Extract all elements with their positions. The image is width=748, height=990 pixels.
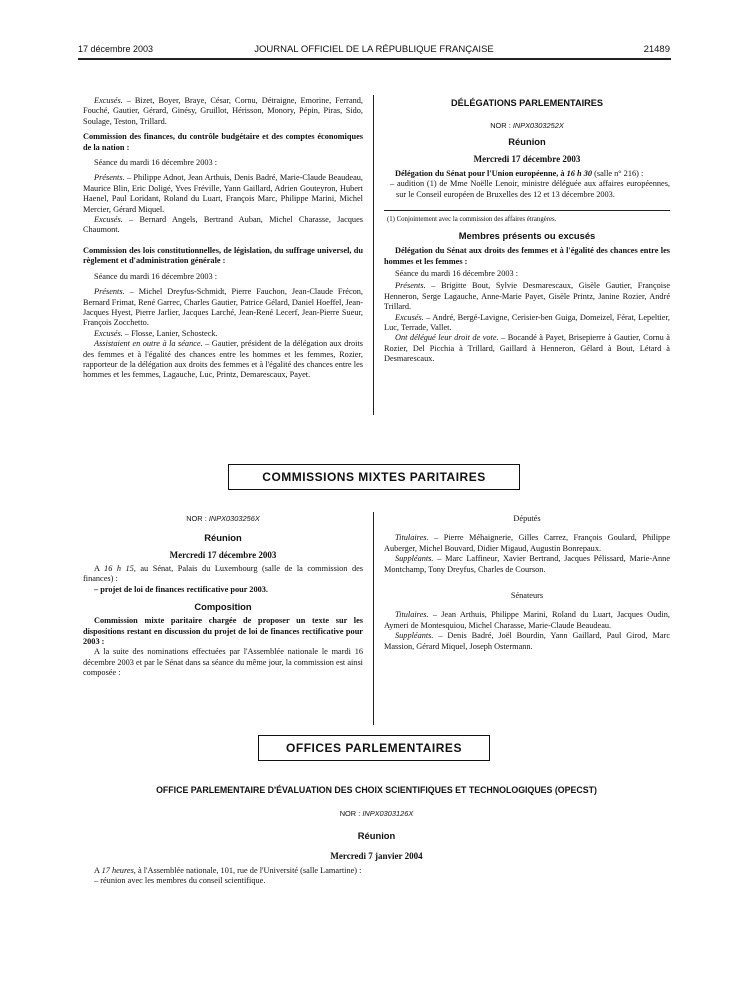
reunion-heading: Réunion [357, 830, 396, 841]
nor-code: INPX0303256X [208, 514, 260, 523]
reunion-date: Mercredi 7 janvier 2004 [330, 851, 423, 861]
delegue-names: – Bocandé à Payet, Brisepierre à Gautier, Cornu à Rozier, Del Picchia à Trillard, Gaillard à Henneron, Gélard à Bout, Létard à Desmarescaux. [384, 333, 670, 364]
delegation-droits-title: Délégation du Sénat aux droits des femmes et à l'égalité des chances entre les hommes et les femmes : [384, 246, 670, 266]
excuses-names: – Bizet, Boyer, Braye, César, Cornu, Détraigne, Emorine, Ferrand, Fouché, Gautier, Gérard, Ginésy, Gruillot, Hérisson, Monory, Pépin, Piras, Sido, Soulage, Teston, Trillard. [83, 96, 363, 126]
a-prefix: A [94, 866, 102, 875]
droits-seance: Séance du mardi 16 décembre 2003 : [395, 269, 519, 279]
nor-code: INPX0303252X [512, 121, 564, 130]
suppleants-label: Suppléants. [395, 554, 434, 564]
presents-label: Présents. [94, 173, 125, 183]
opecst-title: OFFICE PARLEMENTAIRE D'ÉVALUATION DES CHOIX SCIENTIFIQUES ET TECHNOLOGIQUES (OPECST) [156, 785, 597, 795]
right-top-column [384, 96, 670, 365]
column-divider-cmp [373, 512, 374, 725]
a-prefix: A [94, 564, 105, 573]
delegation-ue-time: 16 h 30 [566, 169, 593, 178]
delegue-label: Ont délégué leur droit de vote. [395, 333, 499, 343]
offices-banner: OFFICES PARLEMENTAIRES [258, 735, 490, 761]
titulaires-names: – Pierre Méhaignerie, Gilles Carrez, François Goulard, Philippe Auberger, Michel Bouvard, Didier Migaud, Augustin Bonrepaux. [384, 533, 670, 553]
excuses-names: – Bernard Angels, Bertrand Auban, Michel Charasse, Jacques Chaumont. [83, 215, 363, 235]
header-rule [78, 58, 671, 60]
audition-item: – audition (1) de Mme Noëlle Lenoir, ministre déléguée aux affaires européennes, sur le Conseil européen de Bruxelles des 12 et 13 décembre 2003. [390, 179, 670, 199]
senateurs-heading: Sénateurs [510, 591, 544, 601]
delegations-section-title: DÉLÉGATIONS PARLEMENTAIRES [450, 98, 604, 108]
cmp-banner: COMMISSIONS MIXTES PARITAIRES [228, 464, 520, 490]
presents-label: Présents. [94, 287, 125, 297]
reunion-item: – réunion avec les membres du conseil scientifique. [94, 876, 266, 886]
composition-heading: Composition [194, 601, 252, 613]
meeting-place: au Sénat, Palais du Luxembourg (salle de la commission des finances) : [83, 564, 364, 584]
titulaires-label: Titulaires. [395, 533, 429, 543]
delegation-ue-a: à [558, 169, 567, 178]
reunion-date: Mercredi 17 décembre 2003 [473, 154, 581, 164]
header-date: 17 décembre 2003 [78, 44, 154, 54]
titulaires-names: – Jean Arthuis, Philippe Marini, Roland du Luart, Jacques Oudin, Aymeri de Montesquiou, Michel Charasse, Marie-Claude Beaudeau. [384, 610, 670, 630]
footnote: (1) Conjointement avec la commission des affaires étrangères. [387, 216, 557, 224]
titulaires-label: Titulaires. [395, 610, 429, 620]
suppleants-names: – Marc Laffineur, Xavier Bertrand, Jacques Pélissard, Marie-Anne Montchamp, Tony Dreyfus, Charles de Courson. [384, 554, 670, 574]
nor-prefix: NOR : [186, 514, 209, 523]
lois-seance: Séance du mardi 16 décembre 2003 : [94, 271, 218, 281]
presents-label: Présents. [395, 281, 426, 291]
cmp-suite: A la suite des nominations effectuées par l'Assemblée nationale le mardi 16 décembre 2003 et par le Sénat dans sa séance du même jour, la commission est ainsi composée : [83, 647, 363, 678]
nor-reference [384, 121, 670, 130]
header-journal-title: JOURNAL OFFICIEL DE LA RÉPUBLIQUE FRANÇAISE [254, 44, 494, 55]
offices-section [83, 785, 670, 887]
meeting-place: à l'Assemblée nationale, 101, rue de l'Université (salle Lamartine) : [135, 866, 362, 875]
suppleants-label: Suppléants. [395, 631, 434, 641]
left-top-column [83, 96, 363, 381]
excuses-label: Excusés. [94, 328, 123, 338]
finances-seance: Séance du mardi 16 décembre 2003 : [94, 158, 218, 168]
suppleants-names: – Denis Badré, Joël Bourdin, Yann Gaillard, Paul Girod, Marc Massion, Gérard Miquel, Joseph Ostermann. [384, 631, 670, 651]
membres-heading: Membres présents ou excusés [458, 230, 596, 242]
nor-reference [83, 809, 670, 818]
cmp-right-column [384, 513, 670, 652]
header-page-number: 21489 [643, 44, 670, 55]
delegation-ue-title: Délégation du Sénat pour l'Union européenne, [395, 169, 559, 178]
excuses-label: Excusés. [94, 96, 123, 105]
excuses-label: Excusés. [94, 215, 123, 225]
meeting-time: 16 h 15, [104, 564, 136, 573]
presents-names: – Philippe Adnot, Jean Arthuis, Denis Badré, Marie-Claude Beaudeau, Maurice Blin, Eric Doligé, Yves Fréville, Yann Gaillard, Adrien Gouteyron, Hubert Haenel, Paul Loridant, Roland du Luart, François Marc, Philippe Marini, Michel Mercier, Gérard Miquel. [83, 173, 363, 214]
excuses-names: – André, Bergé-Lavigne, Cerisier-ben Guiga, Domeizel, Férat, Lepeltier, Luc, Terrade, Vallet. [384, 312, 670, 333]
commission-lois-title: Commission des lois constitutionnelles, de législation, du suffrage universel, du règlement et d'administration générale : [83, 245, 363, 266]
assistaient-label: Assistaient en outre à la séance. [94, 339, 203, 349]
delegation-ue-room: (salle n° 216) : [592, 169, 644, 178]
column-divider-top [373, 95, 374, 415]
commission-finances-title: Commission des finances, du contrôle budgétaire et des comptes économiques de la nation : [83, 132, 363, 152]
nor-prefix: NOR : [339, 809, 363, 818]
presents-names: – Michel Dreyfus-Schmidt, Pierre Fauchon, Jean-Claude Frécon, Bernard Frimat, René Garrec, Charles Gautier, Patrice Gélard, Daniel Hoeffel, Jean-Jacques Hyest, Pierre Jarlier, Jacques Larché, Jean-René Lecerf, Jean-Pierre Sueur, François Zocchetto. [83, 287, 363, 328]
cmp-commission-title: Commission mixte paritaire chargée de proposer un texte sur les dispositions restant en discussion du projet de loi de finances rectificative pour 2003 : [83, 616, 363, 647]
assistaient-names: – Gautier, président de la délégation aux droits des femmes et à l'égalité des chances entre les hommes et les femmes, Rozier, rapporteur de la délégation aux droits des femmes et à l'égalité des chances entre les hommes et les femmes, Lagauche, Luc, Printz, Demarescaux, Payet. [83, 339, 363, 380]
meeting-time: 17 heures, [101, 866, 136, 875]
cmp-left-column [83, 513, 363, 679]
reunion-heading: Réunion [204, 532, 242, 543]
reunion-heading: Réunion [508, 136, 546, 147]
nor-code: INPX0303126X [362, 809, 414, 818]
presents-names: – Brigitte Bout, Sylvie Desmarescaux, Gisèle Gautier, Françoise Henneron, Serge Lagauche, Anne-Marie Payet, Gisèle Printz, Janine Rozier, André Trillard. [384, 281, 670, 312]
nor-prefix: NOR : [490, 121, 513, 130]
nor-reference [83, 514, 363, 523]
reunion-date: Mercredi 17 décembre 2003 [169, 550, 277, 560]
excuses-label: Excusés. [395, 312, 424, 322]
deputes-heading: Députés [513, 514, 541, 523]
excuses-names: – Flosse, Lanier, Schosteck. [122, 328, 218, 338]
footnote-rule [384, 210, 670, 211]
projet-item: – projet de loi de finances rectificative pour 2003. [94, 584, 268, 594]
